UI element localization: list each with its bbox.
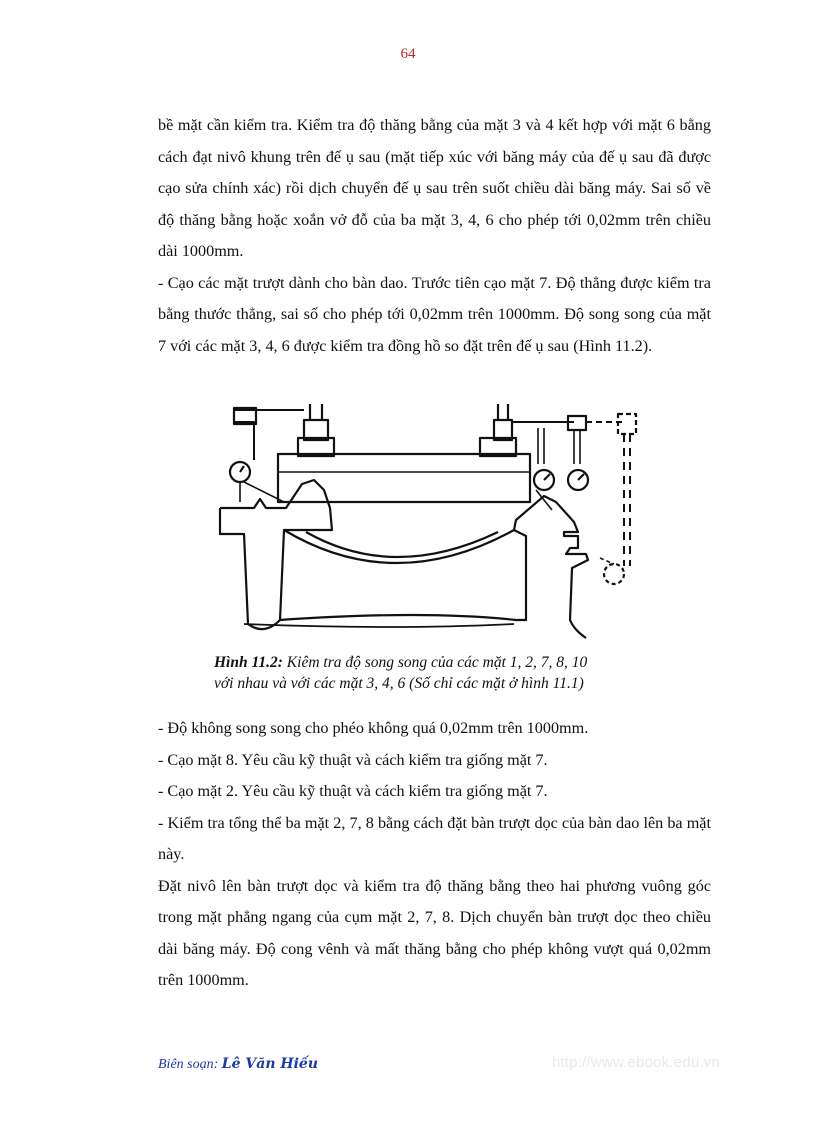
paragraph: - Cạo mặt 2. Yêu cầu kỹ thuật và cách kiểm tra giống mặt 7. bbox=[158, 782, 548, 800]
paragraph: - Cạo mặt 8. Yêu cầu kỹ thuật và cách kiểm tra giống mặt 7. bbox=[158, 750, 548, 769]
text-block-top bbox=[158, 110, 711, 362]
caption-line-2: với nhau và với các mặt 3, 4, 6 (Số chỉ các mặt ở hình 11.1) bbox=[214, 675, 584, 692]
paragraph: - Độ không song song cho phéo không quá 0,02mm trên 1000mm. bbox=[158, 719, 589, 737]
caption-label: Hình 11.2: bbox=[214, 654, 283, 671]
paragraph: - Cạo các mặt trượt dành cho bàn dao. Trước tiên cạo mặt 7. Độ thẳng được kiểm tra bằng thước thẳng, sai số cho phép tới 0,02mm trên 1000mm. Độ song song của mặt 7 với các mặt 3, 4, 6 được kiểm tra đồng hồ so đặt trên đế ụ sau (Hình 11.2). bbox=[158, 273, 711, 355]
paragraph: bề mặt cần kiểm tra. Kiểm tra độ thăng bằng của mặt 3 và 4 kết hợp với mặt 6 bằng cách đạt nivô khung trên đế ụ sau (mặt tiếp xúc với băng máy của đế ụ sau đã được cạo sửa chính xác) rồi dịch chuyển đế ụ sau trên suốt chiều dài băng máy. Sai số về độ thăng bằng hoặc xoắn vở đỗ của ba mặt 3, 4, 6 cho phép tới 0,02mm trên chiều dài 1000mm. bbox=[158, 116, 711, 260]
footer-compiler bbox=[158, 1056, 318, 1073]
text-block-bottom bbox=[158, 713, 711, 997]
figure-11-2-diagram bbox=[214, 398, 646, 642]
page-number: 64 bbox=[400, 46, 416, 62]
paragraph: - Kiểm tra tổng thể ba mặt 2, 7, 8 bằng cách đặt bàn trượt dọc của bàn dao lên ba mặt này. bbox=[158, 813, 711, 863]
compiler-label: Biên soạn: bbox=[158, 1057, 222, 1072]
caption-line-1: Kiêm tra độ song song của các mặt 1, 2, 7, 8, 10 bbox=[282, 654, 588, 671]
paragraph: Đặt nivô lên bàn trượt dọc và kiểm tra độ thăng bằng theo hai phương vuông góc trong mặt phẳng ngang của cụm mặt 2, 7, 8. Dịch chuyển bàn trượt dọc theo chiều dài băng máy. Độ cong vênh và mất thăng bằng cho phép không vượt quá 0,02mm trên 1000mm. bbox=[158, 876, 711, 989]
figure-caption bbox=[214, 652, 654, 694]
author-name: Lê Văn Hiếu bbox=[221, 1056, 319, 1072]
website-watermark: http://www.ebook.edu.vn bbox=[551, 1054, 720, 1071]
